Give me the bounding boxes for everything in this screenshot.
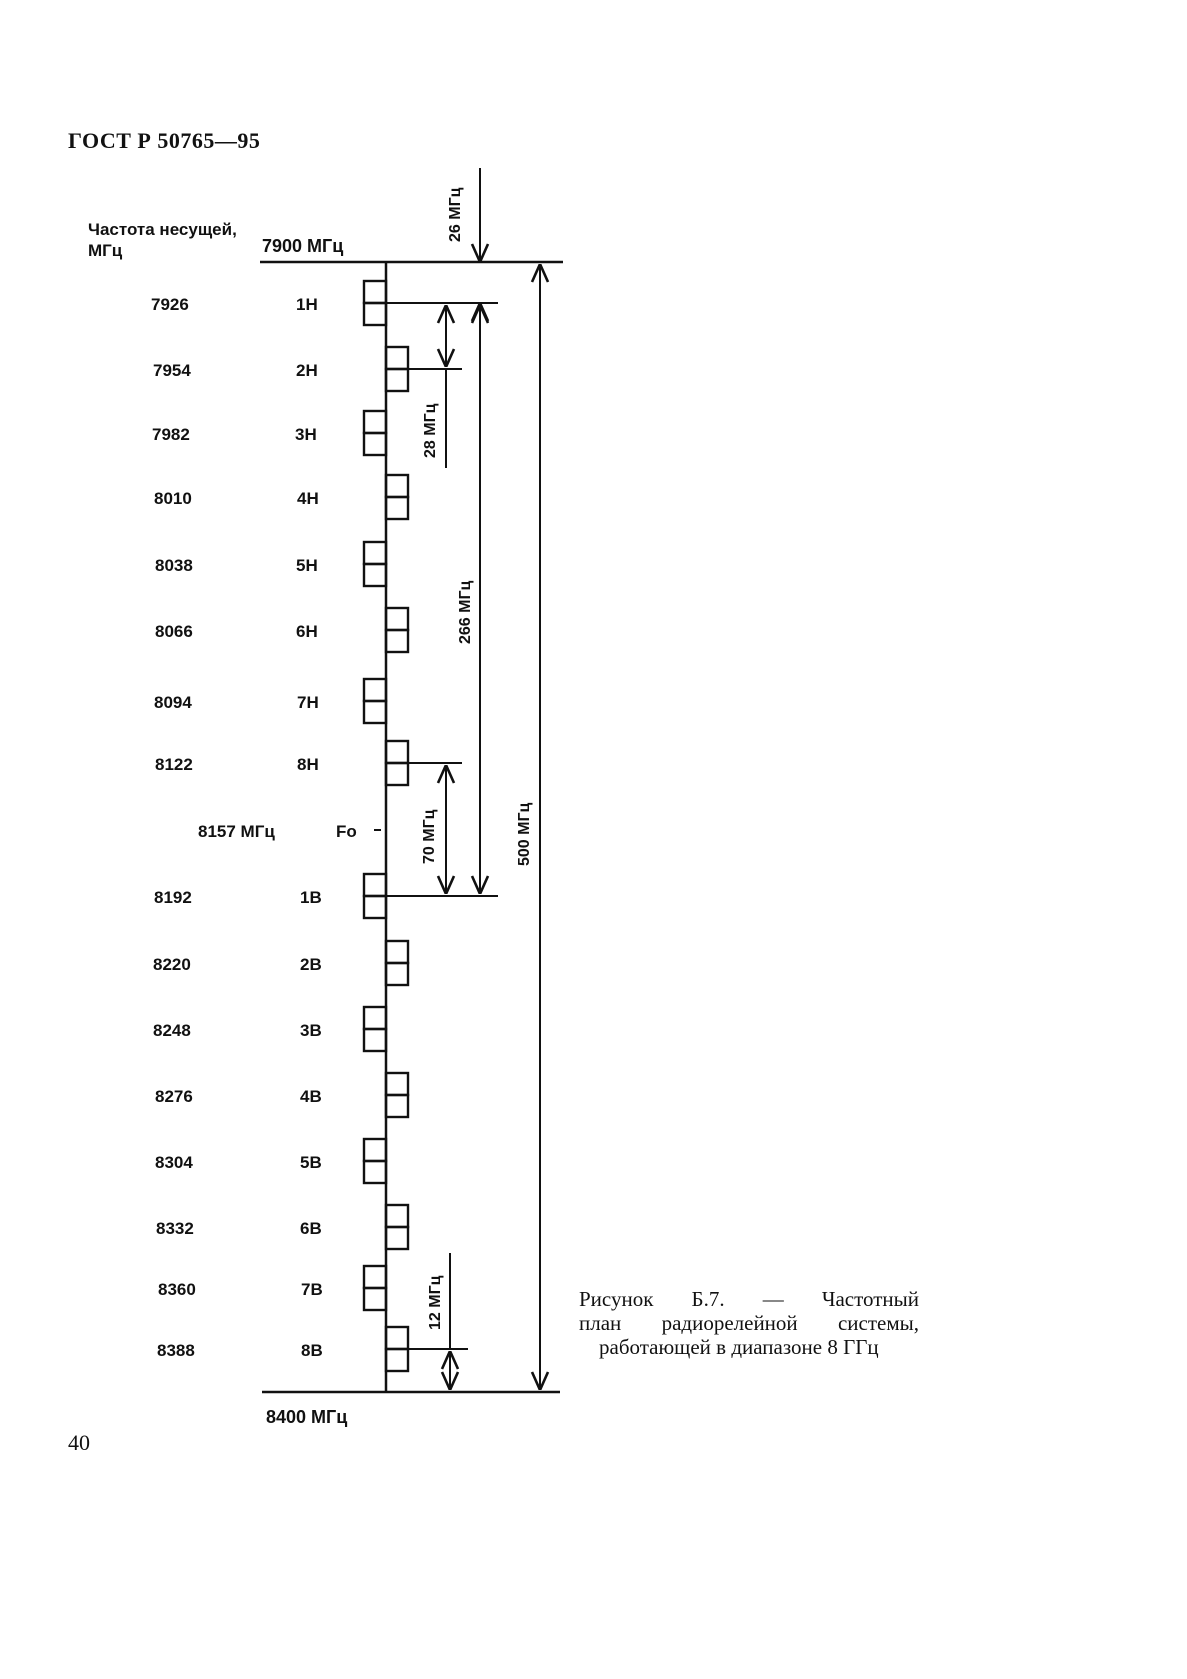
channel-box-13 — [364, 1139, 386, 1183]
column-title-line1: Частота несущей, — [88, 220, 237, 239]
channel-label-10: 2В — [300, 955, 322, 974]
channel-box-5 — [364, 542, 386, 586]
center-freq-label: 8157 МГц — [198, 822, 275, 841]
channel-freq-10: 8220 — [153, 955, 191, 974]
channel-freq-14: 8332 — [156, 1219, 194, 1238]
channel-freq-16: 8388 — [157, 1341, 195, 1360]
center-label: Fo — [336, 822, 357, 841]
channel-box-3 — [364, 411, 386, 455]
channel-label-8: 8Н — [297, 755, 319, 774]
channel-label-3: 3Н — [295, 425, 317, 444]
channel-label-14: 6В — [300, 1219, 322, 1238]
dim-70-label: 70 МГц — [421, 809, 438, 864]
channel-freq-9: 8192 — [154, 888, 192, 907]
channel-box-12 — [386, 1073, 408, 1117]
channel-label-16: 8В — [301, 1341, 323, 1360]
column-title-line2: МГц — [88, 241, 123, 260]
band-end-label: 8400 МГц — [266, 1407, 348, 1427]
channel-box-4 — [386, 475, 408, 519]
channel-freq-5: 8038 — [155, 556, 193, 575]
channel-label-9: 1В — [300, 888, 322, 907]
caption-line-1: Рисунок Б.7. — Частотный — [579, 1287, 919, 1311]
channel-freq-2: 7954 — [153, 361, 191, 380]
dim-28-label: 28 МГц — [422, 403, 439, 458]
channel-box-10 — [386, 941, 408, 985]
channel-freq-11: 8248 — [153, 1021, 191, 1040]
channel-label-4: 4Н — [297, 489, 319, 508]
channel-freq-3: 7982 — [152, 425, 190, 444]
channel-box-15 — [364, 1266, 386, 1310]
channel-freq-12: 8276 — [155, 1087, 193, 1106]
dim-266-label: 266 МГц — [457, 580, 474, 644]
channel-box-11 — [364, 1007, 386, 1051]
channel-label-6: 6Н — [296, 622, 318, 641]
page-number: 40 — [68, 1430, 90, 1455]
channel-label-12: 4В — [300, 1087, 322, 1106]
caption-line-2: план радиорелейной системы, — [579, 1311, 919, 1335]
channel-box-2 — [386, 347, 408, 391]
channel-box-14 — [386, 1205, 408, 1249]
dim-12-label: 12 МГц — [427, 1275, 444, 1330]
channel-box-7 — [364, 679, 386, 723]
channel-label-15: 7В — [301, 1280, 323, 1299]
channel-label-7: 7Н — [297, 693, 319, 712]
figure-caption — [579, 1287, 919, 1359]
channel-freq-6: 8066 — [155, 622, 193, 641]
page-header: ГОСТ Р 50765—95 — [68, 128, 261, 153]
channel-label-1: 1Н — [296, 295, 318, 314]
channel-freq-4: 8010 — [154, 489, 192, 508]
channel-freq-8: 8122 — [155, 755, 193, 774]
channel-freq-13: 8304 — [155, 1153, 193, 1172]
channel-label-2: 2Н — [296, 361, 318, 380]
channel-box-16 — [386, 1327, 408, 1371]
channel-box-6 — [386, 608, 408, 652]
channel-freq-15: 8360 — [158, 1280, 196, 1299]
channel-label-11: 3В — [300, 1021, 322, 1040]
dim-26-label: 26 МГц — [447, 187, 464, 242]
channel-label-5: 5Н — [296, 556, 318, 575]
band-start-label: 7900 МГц — [262, 236, 344, 256]
channel-freq-7: 8094 — [154, 693, 192, 712]
channel-box-8 — [386, 741, 408, 785]
channels-group — [151, 281, 408, 1371]
caption-line-3: работающей в диапазоне 8 ГГц — [599, 1335, 879, 1359]
channel-label-13: 5В — [300, 1153, 322, 1172]
dim-500-label: 500 МГц — [516, 802, 533, 866]
channel-freq-1: 7926 — [151, 295, 189, 314]
